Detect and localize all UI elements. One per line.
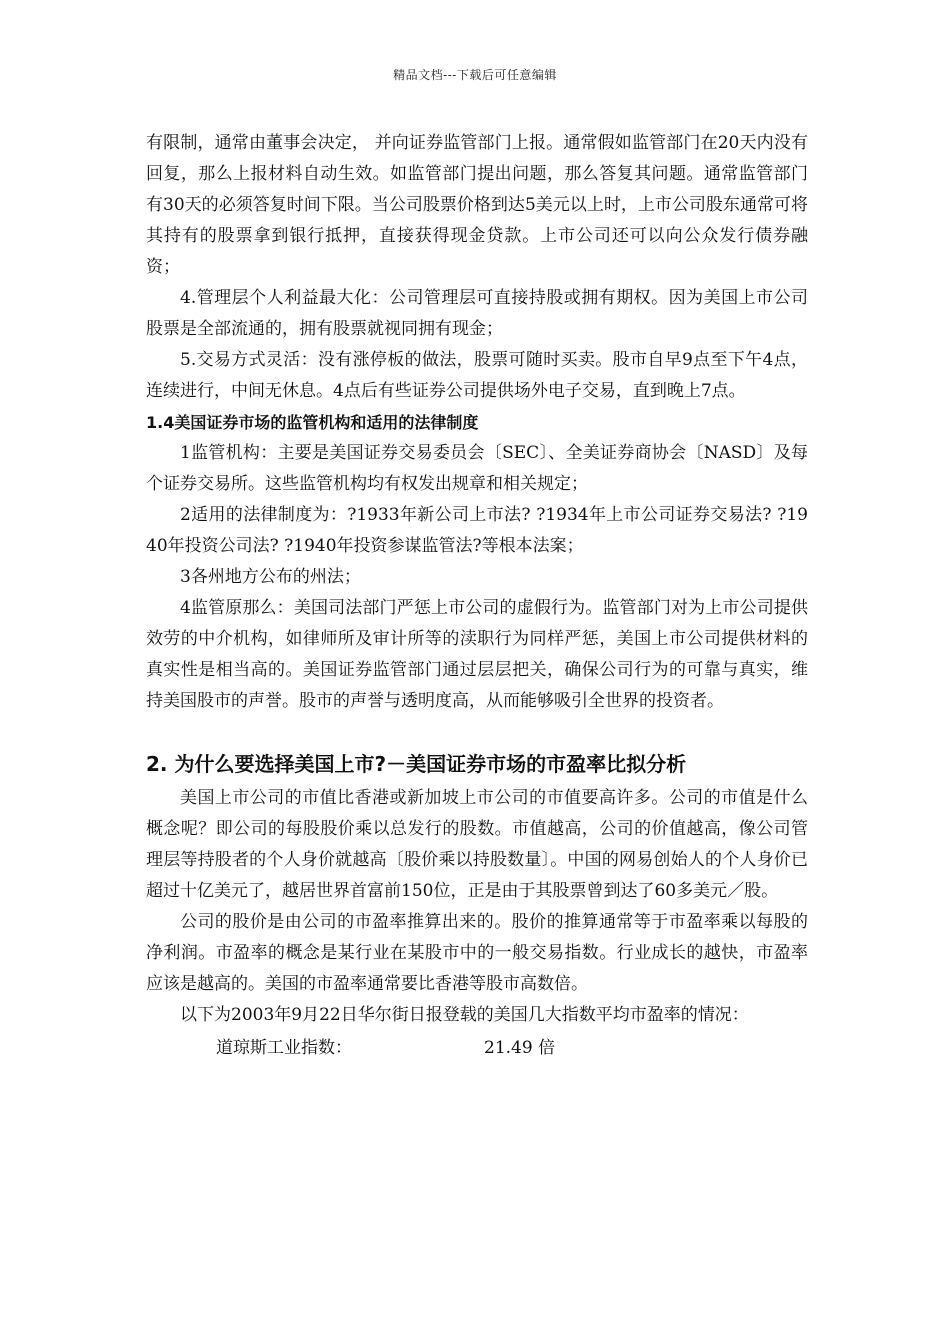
paragraph-trading-flexibility: 5.交易方式灵活：没有涨停板的做法，股票可随时买卖。股市自早9点至下午4点，连续进行，中间无休息。4点后有些证券公司提供场外电子交易，直到晚上7点。: [146, 350, 808, 401]
pe-index-value: 21.49 倍: [484, 1038, 556, 1058]
paragraph-regulatory-principles: 4监管原那么：美国司法部门严惩上市公司的虚假行为。监管部门对为上市公司提供效劳的中介机构，如律师所及审计所等的渎职行为同样严惩，美国上市公司提供材料的真实性是相当高的。美国证券监管部门通过层层把关，确保公司行为的可靠与真实，维持美国股市的声誉。股市的声誉与透明度高，从而能够吸引全世界的投资者。: [146, 598, 808, 711]
pe-ratio-row: [146, 1033, 808, 1064]
document-body: [146, 128, 808, 1064]
paragraph-listing-requirements: 有限制，通常由董事会决定， 并向证券监管部门上报。通常假如监管部门在20天内没有回复，那么上报材料自动生效。如监管部门提出问题，那么答复其问题。通常监管部门有30天的必须答复时间下限。当公司股票价格到达5美元以上时，上市公司股东通常可将其持有的股票拿到银行抵押，直接获得现金贷款。上市公司还可以向公众发行债券融资；: [146, 133, 808, 277]
paragraph-laws: 2适用的法律制度为：?1933年新公司上市法? ?1934年上市公司证券交易法? ?1940年投资公司法? ?1940年投资参谋监管法?等根本法案；: [146, 505, 808, 556]
paragraph-management-interest: 4.管理层个人利益最大化：公司管理层可直接持股或拥有期权。因为美国上市公司股票是全部流通的，拥有股票就视同拥有现金；: [146, 288, 808, 339]
paragraph-index-intro: 以下为2003年9月22日华尔街日报登载的美国几大指数平均市盈率的情况：: [180, 1005, 749, 1025]
page-header-watermark: 精品文档---下载后可任意编辑: [393, 68, 557, 82]
section-heading-1-4: 1.4美国证券市场的监管机构和适用的法律制度: [146, 413, 479, 432]
paragraph-regulators: 1监管机构：主要是美国证券交易委员会〔SEC〕、全美证券商协会〔NASD〕及每个证券交易所。这些监管机构均有权发出规章和相关规定；: [146, 443, 808, 494]
pe-index-label: 道琼斯工业指数：: [216, 1038, 352, 1058]
paragraph-pe-ratio: 公司的股价是由公司的市盈率推算出来的。股价的推算通常等于市盈率乘以每股的净利润。市盈率的概念是某行业在某股市中的一般交易指数。行业成长的越快，市盈率应该是越高的。美国的市盈率通常要比香港等股市高数倍。: [146, 912, 808, 994]
paragraph-market-value: 美国上市公司的市值比香港或新加坡上市公司的市值要高许多。公司的市值是什么概念呢？即公司的每股股价乘以总发行的股数。市值越高，公司的价值越高，像公司管理层等持股者的个人身价就越高〔股价乘以持股数量〕。中国的网易创始人的个人身价已超过十亿美元了，越居世界首富前150位，正是由于其股票曾到达了60多美元／股。: [146, 788, 808, 901]
paragraph-state-laws: 3各州地方公布的州法；: [180, 567, 361, 587]
section-heading-2: 2. 为什么要选择美国上市?－美国证券市场的市盈率比拟分析: [146, 752, 687, 776]
